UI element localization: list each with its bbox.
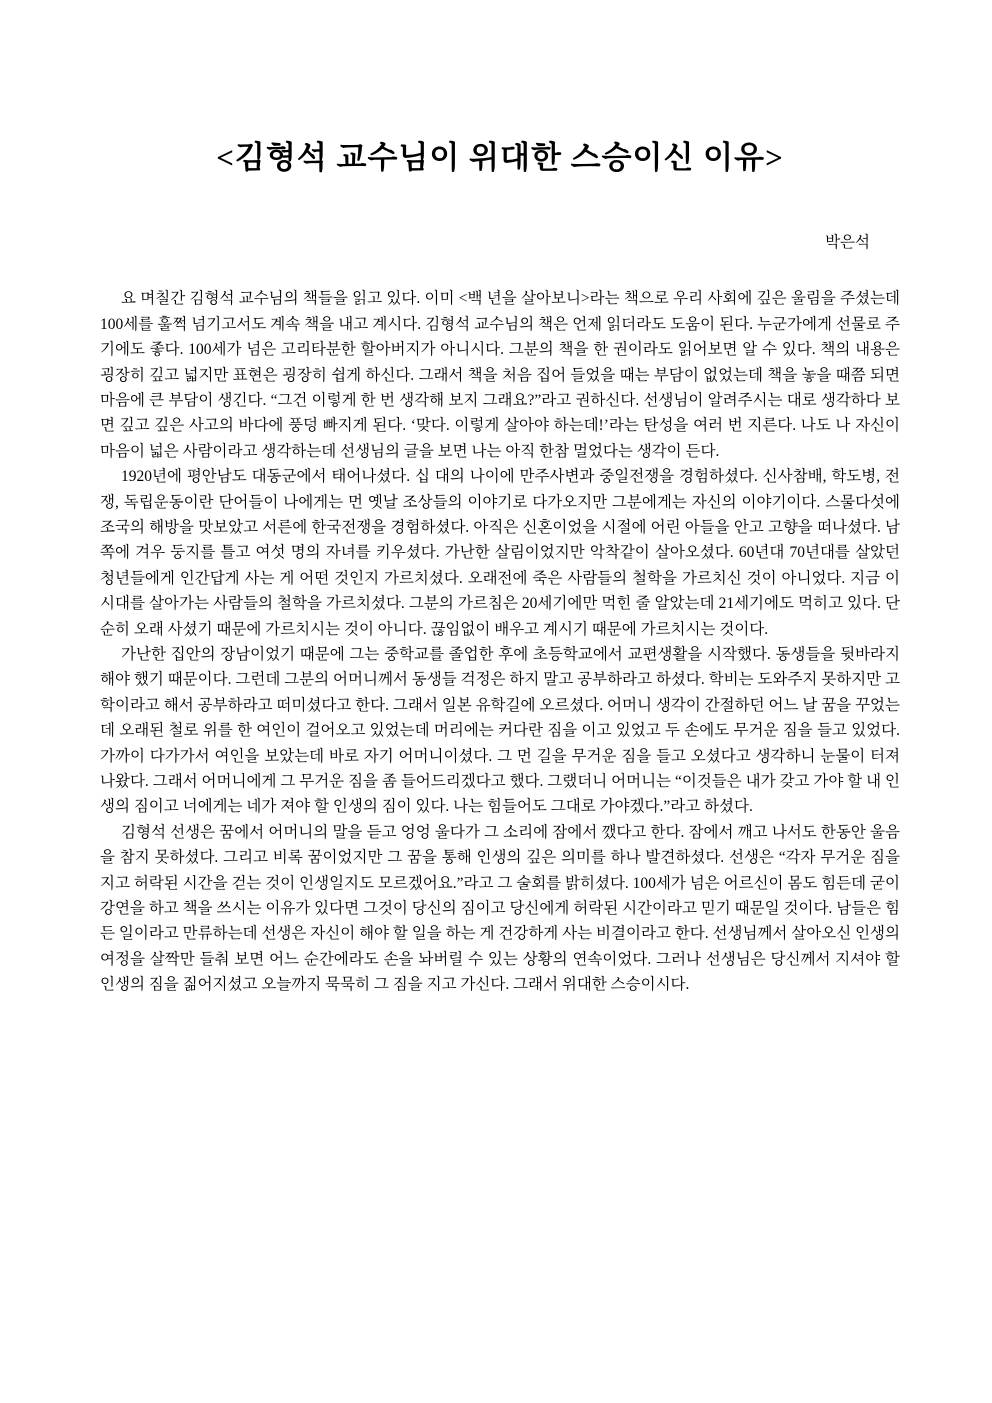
paragraph: 1920년에 평안남도 대동군에서 태어나셨다. 십 대의 나이에 만주사변과 중일전쟁을 경험하셨다. 신사참배, 학도병, 전쟁, 독립운동이란 단어들이 나에게는 먼 옛날 조상들의 이야기로 다가오지만 그분에게는 자신의 이야기이다. 스물다섯에 조국의 해방을 맛보았고 서른에 한국전쟁을 경험하셨다. 아직은 신혼이었을 시절에 어린 아들을 안고 고향을 떠나셨다. 남쪽에 겨우 둥지를 틀고 여섯 명의 자녀를 키우셨다. 가난한 살림이었지만 악착같이 살아오셨다. 60년대 70년대를 살았던 청년들에게 인간답게 사는 게 어떤 것인지 가르치셨다. 오래전에 죽은 사람들의 철학을 가르치신 것이 아니었다. 지금 이 시대를 살아가는 사람들의 철학을 가르치셨다. 그분의 가르침은 20세기에만 먹힌 줄 알았는데 21세기에도 먹히고 있다. 단순히 오래 사셨기 때문에 가르치시는 것이 아니다. 끊임없이 배우고 계시기 때문에 가르치시는 것이다. xyxy=(100,468,900,638)
document-title: <김형석 교수님이 위대한 스승이신 이유> xyxy=(216,140,784,175)
author-name: 박은석 xyxy=(825,234,870,252)
paragraph: 김형석 선생은 꿈에서 어머니의 말을 듣고 엉엉 울다가 그 소리에 잠에서 깼다고 한다. 잠에서 깨고 나서도 한동안 울음을 참지 못하셨다. 그리고 비록 꿈이었지만 그 꿈을 통해 인생의 깊은 의미를 하나 발견하셨다. 선생은 “각자 무거운 짐을 지고 허락된 시간을 걷는 것이 인생일지도 모르겠어요.”라고 그 술회를 밝히셨다. 100세가 넘은 어르신이 몸도 힘든데 굳이 강연을 하고 책을 쓰시는 이유가 있다면 그것이 당신의 짐이고 당신에게 허락된 시간이라고 믿기 때문일 것이다. 남들은 힘든 일이라고 만류하는데 선생은 자신이 해야 할 일을 하는 게 건강하게 사는 비결이라고 한다. 선생님께서 살아오신 인생의 여정을 살짝만 들춰 보면 어느 순간에라도 손을 놔버릴 수 있는 상황의 연속이었다. 그러나 선생님은 당신께서 지셔야 할 인생의 짐을 짊어지셨고 오늘까지 묵묵히 그 짐을 지고 가신다. 그래서 위대한 스승이시다. xyxy=(100,823,900,994)
document-body xyxy=(100,286,900,997)
paragraph: 가난한 집안의 장남이었기 때문에 그는 중학교를 졸업한 후에 초등학교에서 교편생활을 시작했다. 동생들을 뒷바라지해야 했기 때문이다. 그런데 그분의 어머니께서 동생들 걱정은 하지 말고 공부하라고 하셨다. 학비는 도와주지 못하지만 고학이라고 해서 공부하라고 떠미셨다고 한다. 그래서 일본 유학길에 오르셨다. 어머니 생각이 간절하던 어느 날 꿈을 꾸었는데 오래된 철로 위를 한 여인이 걸어오고 있었는데 머리에는 커다란 짐을 이고 있었고 두 손에도 무거운 짐을 들고 있었다. 가까이 다가가서 여인을 보았는데 바로 자기 어머니이셨다. 그 먼 길을 무거운 짐을 들고 오셨다고 생각하니 눈물이 터져 나왔다. 그래서 어머니에게 그 무거운 짐을 좀 들어드리겠다고 했다. 그랬더니 어머니는 “이것들은 내가 갖고 가야 할 내 인생의 짐이고 너에게는 네가 져야 할 인생의 짐이 있다. 나는 힘들어도 그대로 가야겠다.”라고 하셨다. xyxy=(100,645,900,816)
paragraph: 요 며칠간 김형석 교수님의 책들을 읽고 있다. 이미 <백 년을 살아보니>라는 책으로 우리 사회에 깊은 울림을 주셨는데 100세를 훌쩍 넘기고서도 계속 책을 내고 계시다. 김형석 교수님의 책은 언제 읽더라도 도움이 된다. 누군가에게 선물로 주기에도 좋다. 100세가 넘은 고리타분한 할아버지가 아니시다. 그분의 책을 한 권이라도 읽어보면 알 수 있다. 책의 내용은 굉장히 깊고 넓지만 표현은 굉장히 쉽게 하신다. 그래서 책을 처음 집어 들었을 때는 부담이 없었는데 책을 놓을 때쯤 되면 마음에 큰 부담이 생긴다. “그건 이렇게 한 번 생각해 보지 그래요?”라고 권하신다. 선생님이 알려주시는 대로 생각하다 보면 깊고 깊은 사고의 바다에 풍덩 빠지게 된다. ‘맞다. 이렇게 살아야 하는데!’라는 탄성을 여러 번 지른다. 나도 나 자신이 마음이 넓은 사람이라고 생각하는데 선생님의 글을 보면 나는 아직 한참 멀었다는 생각이 든다. xyxy=(100,290,900,460)
